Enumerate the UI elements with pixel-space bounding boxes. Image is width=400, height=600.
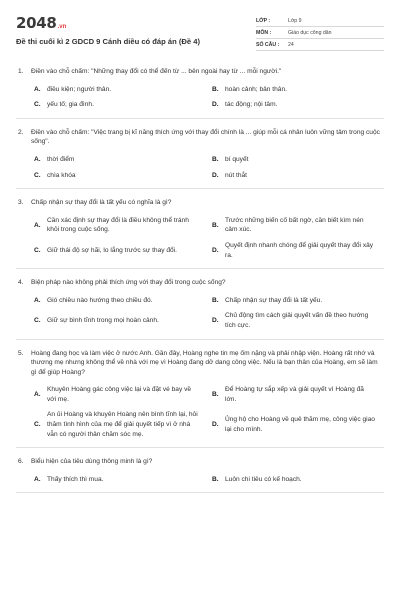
option-letter: B. xyxy=(212,85,219,93)
question-number: 4. xyxy=(18,279,24,287)
option-b[interactable] xyxy=(212,475,384,485)
option-a[interactable] xyxy=(34,85,206,95)
option-letter: C. xyxy=(34,317,41,325)
answer-options xyxy=(16,85,384,110)
option-d[interactable] xyxy=(212,171,384,181)
meta-value: Lớp 9 xyxy=(288,17,302,24)
question-number: 3. xyxy=(18,199,24,207)
option-text: tác động; nội tâm. xyxy=(225,101,278,109)
option-text: yếu tố; gia đình. xyxy=(47,101,94,109)
brand-block xyxy=(16,14,200,46)
option-text: Quyết định nhanh chóng để giải quyết thay đổi xảy ra. xyxy=(225,241,374,259)
meta-label: LỚP : xyxy=(256,17,271,24)
option-d[interactable] xyxy=(212,100,384,110)
option-text: nút thắt xyxy=(225,171,247,179)
option-letter: A. xyxy=(34,85,41,93)
option-text: An ủi Hoàng và khuyên Hoàng nên bình tĩnh lại, hỏi thăm tình hình của mẹ để giải quyết tiếp vì ở nhà vẫn có người thân chăm sóc mẹ. xyxy=(47,411,198,438)
option-letter: D. xyxy=(212,317,219,325)
site-logo[interactable] xyxy=(16,14,200,32)
option-text: thời điểm xyxy=(47,155,75,163)
option-d[interactable] xyxy=(212,311,384,330)
question-text: Chấp nhận sự thay đổi là tất yếu có nghĩa là gì? xyxy=(31,199,172,207)
option-letter: C. xyxy=(34,171,41,179)
meta-row-grade xyxy=(256,15,384,27)
question-list xyxy=(16,63,384,493)
option-text: Trước những biến cố bất ngờ, cần biết kìm nén cảm xúc. xyxy=(225,216,364,234)
option-a[interactable] xyxy=(34,155,206,165)
answer-options xyxy=(16,475,384,485)
question-number: 1. xyxy=(18,68,24,75)
option-c[interactable] xyxy=(34,410,206,439)
question-number: 2. xyxy=(18,128,24,136)
question-stem xyxy=(16,198,384,208)
answer-options xyxy=(16,155,384,180)
option-letter: C. xyxy=(34,246,41,254)
question-text: Biện pháp nào không phải thích ứng với thay đổi trong cuộc sống? xyxy=(31,279,226,287)
option-letter: C. xyxy=(34,101,41,109)
option-letter: B. xyxy=(212,296,219,304)
question-5 xyxy=(16,340,384,449)
option-text: hoàn cảnh; bản thân. xyxy=(225,85,287,93)
option-b[interactable] xyxy=(212,296,384,306)
answer-options xyxy=(16,385,384,439)
question-stem xyxy=(16,67,384,77)
option-c[interactable] xyxy=(34,171,206,181)
option-a[interactable] xyxy=(34,475,206,485)
question-stem xyxy=(16,278,384,288)
option-letter: A. xyxy=(34,221,41,229)
question-number: 5. xyxy=(18,349,24,357)
option-b[interactable] xyxy=(212,216,384,235)
meta-label: MÔN : xyxy=(256,29,272,36)
option-letter: A. xyxy=(34,475,41,483)
meta-row-count xyxy=(256,39,384,51)
option-a[interactable] xyxy=(34,385,206,404)
option-letter: D. xyxy=(212,101,219,109)
answer-options xyxy=(16,296,384,331)
option-text: Ủng hộ cho Hoàng về quê thăm mẹ, công việc giao lại cho mình. xyxy=(225,416,375,433)
option-text: chìa khóa xyxy=(47,171,76,179)
option-letter: B. xyxy=(212,391,219,399)
option-text: bí quyết xyxy=(225,155,249,163)
option-text: Giữ sự bình tĩnh trong mọi hoàn cảnh. xyxy=(47,317,159,325)
option-letter: B. xyxy=(212,475,219,483)
option-text: Để Hoàng tự sắp xếp và giải quyết vì Hoàng đã lớn. xyxy=(225,386,364,403)
question-text: Điền vào chỗ chấm: "Những thay đổi có thể đến từ ... bên ngoài hay từ ... mỗi người." xyxy=(31,68,282,75)
option-letter: A. xyxy=(34,296,41,304)
option-text: điều kiện; người thân. xyxy=(47,85,112,93)
question-2 xyxy=(16,119,384,189)
logo-text: 2048 xyxy=(16,14,57,32)
option-b[interactable] xyxy=(212,155,384,165)
option-letter: D. xyxy=(212,171,219,179)
answer-options xyxy=(16,216,384,260)
meta-label: SỐ CÂU : xyxy=(256,41,280,48)
question-6 xyxy=(16,448,384,493)
option-c[interactable] xyxy=(34,100,206,110)
option-d[interactable] xyxy=(212,241,384,260)
question-1 xyxy=(16,63,384,119)
option-letter: D. xyxy=(212,421,219,429)
option-c[interactable] xyxy=(34,241,206,260)
option-text: Giữ thái độ sợ hãi, lo lắng trước sự thay đổi. xyxy=(47,246,178,254)
question-4 xyxy=(16,269,384,339)
option-text: Thấy thích thì mua. xyxy=(47,475,104,483)
option-a[interactable] xyxy=(34,296,206,306)
question-text: Điền vào chỗ chấm: "Việc trang bị kĩ năng thích ứng với thay đổi chính là ... giúp mỗi cá nhân luôn vững tâm trong cuộc sống". xyxy=(31,128,380,146)
option-letter: B. xyxy=(212,155,219,163)
meta-value: Giáo dục công dân xyxy=(288,29,332,36)
page-title: Đề thi cuối kì 2 GDCD 9 Cánh diều có đáp án (Đề 4) xyxy=(16,37,200,46)
question-stem xyxy=(16,457,384,467)
option-text: Khuyên Hoàng gác công việc lại và đặt vé bay về với mẹ. xyxy=(47,386,192,403)
question-text: Biểu hiện của tiêu dùng thông minh là gì? xyxy=(31,458,153,466)
option-text: Chủ động tìm cách giải quyết vấn đề theo hướng tích cực. xyxy=(225,312,369,329)
option-b[interactable] xyxy=(212,385,384,404)
option-letter: B. xyxy=(212,221,219,229)
option-letter: A. xyxy=(34,391,41,399)
option-c[interactable] xyxy=(34,311,206,330)
meta-value: 24 xyxy=(288,41,294,48)
question-stem xyxy=(16,349,384,378)
option-letter: D. xyxy=(212,246,219,254)
meta-row-subject xyxy=(256,27,384,39)
question-stem xyxy=(16,128,384,147)
option-letter: C. xyxy=(34,421,41,429)
question-number: 6. xyxy=(18,458,24,466)
page-header xyxy=(16,14,384,51)
option-text: Cần xác định sự thay đổi là điều không thể tránh khỏi trong cuộc sống. xyxy=(47,216,189,234)
option-text: Luôn chi tiêu có kế hoạch. xyxy=(225,475,302,483)
option-b[interactable] xyxy=(212,85,384,95)
option-d[interactable] xyxy=(212,410,384,439)
question-3 xyxy=(16,189,384,269)
option-text: Gió chiều nào hướng theo chiều đó. xyxy=(47,296,153,304)
option-text: Chấp nhận sự thay đổi là tất yếu. xyxy=(225,296,323,304)
option-letter: A. xyxy=(34,155,41,163)
option-a[interactable] xyxy=(34,216,206,235)
question-text: Hoàng đang học và làm việc ở nước Anh. Gần đây, Hoàng nghe tin mẹ ốm nặng và phải nhập viện. Hoàng rất nhớ và thương mẹ nhưng không thể về nhà với mẹ vì Hoàng đang dở dang công việc. Nếu là bạn thân của Hoàng, em sẽ làm gì để giúp Hoàng? xyxy=(31,349,378,376)
meta-table xyxy=(256,15,384,51)
logo-suffix: .vn xyxy=(57,24,67,30)
